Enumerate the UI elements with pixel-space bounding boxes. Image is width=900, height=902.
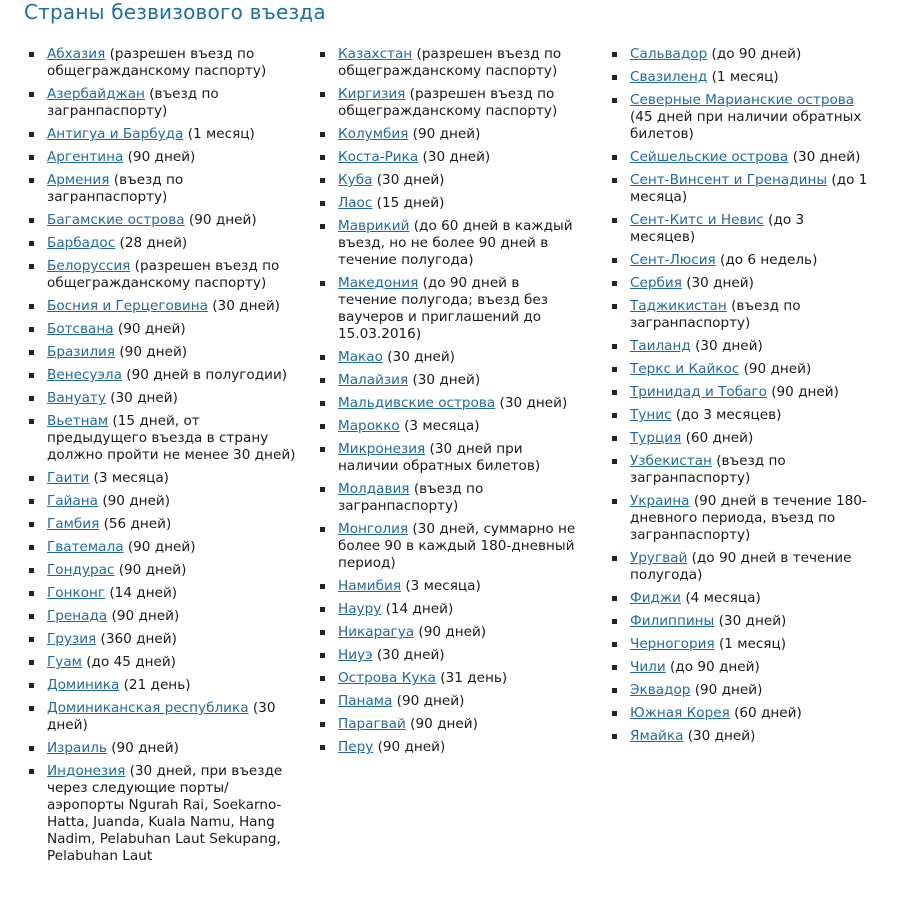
country-note: (30 дней) [372,647,445,663]
country-note: (90 дней) [373,739,446,755]
country-link[interactable]: Вануату [47,390,106,406]
page-title: Страны безвизового въезда [24,0,326,24]
list-item [28,631,296,648]
country-link[interactable]: Багамские острова [47,212,185,228]
list-item [319,195,581,212]
country-note: (90 дней) [113,321,186,337]
country-link[interactable]: Таиланд [630,338,691,354]
list-item [319,86,581,120]
country-note: (разрешен въезд по общегражданскому паспорту) [338,46,562,79]
country-note: (до 1 месяца) [630,172,868,205]
country-note: (30 дней, суммарно не более 90 в каждый 180-дневный период) [338,521,576,571]
country-note: (15 дней) [372,195,445,211]
country-note: (90 дней) [739,361,812,377]
country-link[interactable]: Гонконг [47,585,106,601]
country-note: (1 месяц) [183,126,255,142]
country-link[interactable]: Армения [47,172,110,188]
list-item [28,344,296,361]
list-item [28,493,296,510]
list-item [611,172,871,206]
list-item [319,126,581,143]
country-note: (90 дней) [107,608,180,624]
country-link[interactable]: Мальдивские острова [338,395,496,411]
country-link[interactable]: Макао [338,349,383,365]
country-note: (90 дней) [414,624,487,640]
list-item [28,86,296,120]
list-item [611,613,871,630]
country-note: (30 дней) [418,149,491,165]
list-item [611,728,871,745]
list-item [28,763,296,865]
country-note: (30 дней) [690,338,763,354]
country-link[interactable]: Гренада [47,608,108,624]
country-link[interactable]: Киргизия [338,86,406,102]
country-note: (до 45 дней) [81,654,176,670]
country-note: (30 дней) [495,395,568,411]
country-link[interactable]: Босния и Герцеговина [47,298,208,314]
country-note: (4 месяца) [681,590,761,606]
country-link[interactable]: Грузия [47,631,97,647]
country-note: (1 месяц) [707,69,779,85]
country-link[interactable]: Македония [338,275,419,291]
country-link[interactable]: Индонезия [47,763,126,779]
list-item [319,372,581,389]
list-item [611,275,871,292]
country-note: (30 дней) [47,700,276,733]
list-item [28,654,296,671]
country-column-3 [611,46,871,751]
list-item [28,608,296,625]
country-link[interactable]: Острова Кука [338,670,436,686]
list-item [28,126,296,143]
list-item [28,235,296,252]
country-link[interactable]: Узбекистан [630,453,712,469]
list-item [319,441,581,475]
country-link[interactable]: Марокко [338,418,400,434]
country-list [319,46,581,756]
country-link[interactable]: Азербайджан [47,86,145,102]
country-note: (90 дней) [123,539,196,555]
country-note: (до 6 недель) [715,252,818,268]
country-note: (30 дней) [408,372,481,388]
list-item [611,384,871,401]
country-note: (30 дней) [105,390,178,406]
country-note: (60 дней) [729,705,802,721]
country-link[interactable]: Никарагуа [338,624,415,640]
country-link[interactable]: Таджикистан [630,298,727,314]
list-item [611,682,871,699]
country-note: (до 90 дней в течение полугода) [630,550,852,583]
country-note: (28 дней) [115,235,188,251]
list-item [611,705,871,722]
list-item [28,367,296,384]
country-link[interactable]: Лаос [338,195,373,211]
list-item [611,636,871,653]
country-link[interactable]: Украина [630,493,690,509]
list-item [319,670,581,687]
country-link[interactable]: Сальвадор [630,46,708,62]
country-link[interactable]: Гондурас [47,562,115,578]
country-link[interactable]: Сент-Люсия [630,252,716,268]
country-link[interactable]: Филиппины [630,613,715,629]
country-note: (разрешен въезд по общегражданскому паспорту) [47,258,280,291]
country-note: (21 день) [119,677,191,693]
list-item [28,516,296,533]
country-link[interactable]: Ботсвана [47,321,114,337]
country-note: (90 дней) [115,344,188,360]
country-link[interactable]: Сент-Китс и Невис [630,212,764,228]
country-note: (360 дней) [96,631,177,647]
list-item [28,321,296,338]
list-item [28,258,296,292]
country-link[interactable]: Колумбия [338,126,409,142]
country-link[interactable]: Сейшельские острова [630,149,789,165]
list-item [28,470,296,487]
country-link[interactable]: Доминика [47,677,120,693]
country-link[interactable]: Чили [630,659,666,675]
country-link[interactable]: Ямайка [630,728,684,744]
list-item [611,92,871,143]
country-link[interactable]: Парагвай [338,716,406,732]
list-item [319,739,581,756]
list-item [28,212,296,229]
country-note: (до 90 дней) [707,46,802,62]
country-link[interactable]: Гамбия [47,516,100,532]
list-item [319,418,581,435]
country-link[interactable]: Гаити [47,470,90,486]
country-note: (3 месяца) [401,578,481,594]
country-note: (въезд по загранпаспорту) [47,172,184,205]
country-link[interactable]: Свазиленд [630,69,708,85]
list-item [28,562,296,579]
list-item [28,700,296,734]
country-note: (до 3 месяцев) [671,407,782,423]
country-note: (разрешен въезд по общегражданскому паспорту) [47,46,267,79]
country-link[interactable]: Бразилия [47,344,116,360]
list-item [611,69,871,86]
list-item [319,624,581,641]
country-link[interactable]: Абхазия [47,46,106,62]
country-note: (до 3 месяцев) [630,212,805,245]
list-item [28,149,296,166]
country-link[interactable]: Эквадор [630,682,691,698]
country-link[interactable]: Белоруссия [47,258,131,274]
list-item [28,740,296,757]
list-item [611,590,871,607]
country-note: (разрешен въезд по общегражданскому паспорту) [338,86,558,119]
list-item [28,298,296,315]
country-link[interactable]: Южная Корея [630,705,730,721]
list-item [319,46,581,80]
list-item [319,693,581,710]
list-item [28,413,296,464]
country-link[interactable]: Гайана [47,493,99,509]
country-link[interactable]: Доминиканская республика [47,700,249,716]
country-link[interactable]: Теркс и Кайкос [630,361,740,377]
country-link[interactable]: Северные Марианские острова [630,92,855,108]
country-note: (90 дней) [766,384,839,400]
country-link[interactable]: Вьетнам [47,413,109,429]
country-link[interactable]: Уругвай [630,550,688,566]
country-link[interactable]: Намибия [338,578,402,594]
country-note: (90 дней) [392,693,465,709]
country-link[interactable]: Израиль [47,740,107,756]
list-item [319,275,581,343]
list-item [28,677,296,694]
country-link[interactable]: Перу [338,739,374,755]
country-link[interactable]: Казахстан [338,46,413,62]
country-note: (30 дней) [207,298,280,314]
country-note: (56 дней) [99,516,172,532]
country-note: (60 дней) [681,430,754,446]
country-note: (45 дней при наличии обратных билетов) [630,109,862,142]
country-note: (3 месяца) [89,470,169,486]
list-item [319,521,581,572]
list-item [611,252,871,269]
country-note: (30 дней при наличии обратных билетов) [338,441,541,474]
list-item [611,338,871,355]
country-note: (30 дней) [683,728,756,744]
country-note: (до 60 дней в каждый въезд, но не более 90 дней в течение полугода) [338,218,573,268]
country-link[interactable]: Гватемала [47,539,124,555]
country-note: (90 дней) [405,716,478,732]
list-item [611,550,871,584]
country-note: (14 дней) [381,601,454,617]
country-note: (30 дней) [681,275,754,291]
country-link[interactable]: Монголия [338,521,409,537]
list-item [28,46,296,80]
list-item [611,430,871,447]
country-link[interactable]: Маврикий [338,218,410,234]
list-item [611,453,871,487]
country-list [611,46,871,745]
country-column-1 [28,46,296,871]
list-item [319,172,581,189]
country-link[interactable]: Фиджи [630,590,682,606]
list-item [611,46,871,63]
list-item [611,361,871,378]
country-link[interactable]: Куба [338,172,373,188]
country-column-2 [319,46,581,762]
list-item [319,578,581,595]
country-note: (90 дней в течение 180-дневного периода, въезд по загранпаспорту) [630,493,867,543]
list-item [28,390,296,407]
list-item [611,493,871,544]
list-item [611,149,871,166]
country-note: (90 дней в полугодии) [121,367,288,383]
country-link[interactable]: Венесуэла [47,367,122,383]
country-note: (30 дней) [788,149,861,165]
country-list [28,46,296,865]
country-note: (14 дней) [105,585,178,601]
country-link[interactable]: Панама [338,693,393,709]
country-link[interactable]: Сербия [630,275,682,291]
list-item [319,349,581,366]
list-item [319,716,581,733]
country-note: (90 дней) [106,740,179,756]
country-note: (30 дней) [714,613,787,629]
country-link[interactable]: Гуам [47,654,82,670]
country-link[interactable]: Тринидад и Тобаго [630,384,767,400]
country-note: (90 дней) [98,493,171,509]
country-link[interactable]: Черногория [630,636,715,652]
list-item [319,647,581,664]
list-item [28,585,296,602]
country-note: (3 месяца) [399,418,480,434]
country-link[interactable]: Аргентина [47,149,124,165]
country-link[interactable]: Сент-Винсент и Гренадины [630,172,828,188]
country-note: (15 дней, от предыдущего въезда в страну должно пройти не менее 30 дней) [47,413,296,463]
country-note: (90 дней) [114,562,187,578]
list-item [319,395,581,412]
country-note: (90 дней) [123,149,196,165]
country-link[interactable]: Тунис [630,407,672,423]
country-note: (въезд по загранпаспорту) [630,453,786,486]
list-item [319,218,581,269]
list-item [611,298,871,332]
country-note: (въезд по загранпаспорту) [630,298,801,331]
country-note: (1 месяц) [714,636,787,652]
list-item [28,172,296,206]
country-link[interactable]: Микронезия [338,441,426,457]
country-note: (до 90 дней в течение полугода; въезд без ваучеров и приглашений до 15.03.2016) [338,275,549,342]
country-link[interactable]: Барбадос [47,235,116,251]
country-note: (въезд по загранпаспорту) [47,86,219,119]
country-note: (30 дней) [372,172,445,188]
country-note: (30 дней, при въезде через следующие порты/ аэропорты Ngurah Rai, Soekarno-Hatta, Juanda, Kuala Namu, Hang Nadim, Pelabuhan Laut Sekupang, Pelabuhan Laut [47,763,283,864]
country-link[interactable]: Молдавия [338,481,410,497]
country-note: (въезд по загранпаспорту) [338,481,484,514]
list-item [28,539,296,556]
country-note: (90 дней) [690,682,763,698]
list-item [611,212,871,246]
country-link[interactable]: Малайзия [338,372,409,388]
list-item [611,659,871,676]
country-note: (90 дней) [408,126,481,142]
list-item [611,407,871,424]
country-link[interactable]: Ниуэ [338,647,373,663]
country-note: (до 90 дней) [665,659,760,675]
country-link[interactable]: Антигуа и Барбуда [47,126,184,142]
country-note: (90 дней) [184,212,257,228]
list-item [319,149,581,166]
list-item [319,481,581,515]
country-link[interactable]: Науру [338,601,382,617]
country-note: (30 дней) [382,349,455,365]
country-note: (31 день) [435,670,508,686]
country-link[interactable]: Турция [630,430,682,446]
list-item [319,601,581,618]
country-link[interactable]: Коста-Рика [338,149,419,165]
